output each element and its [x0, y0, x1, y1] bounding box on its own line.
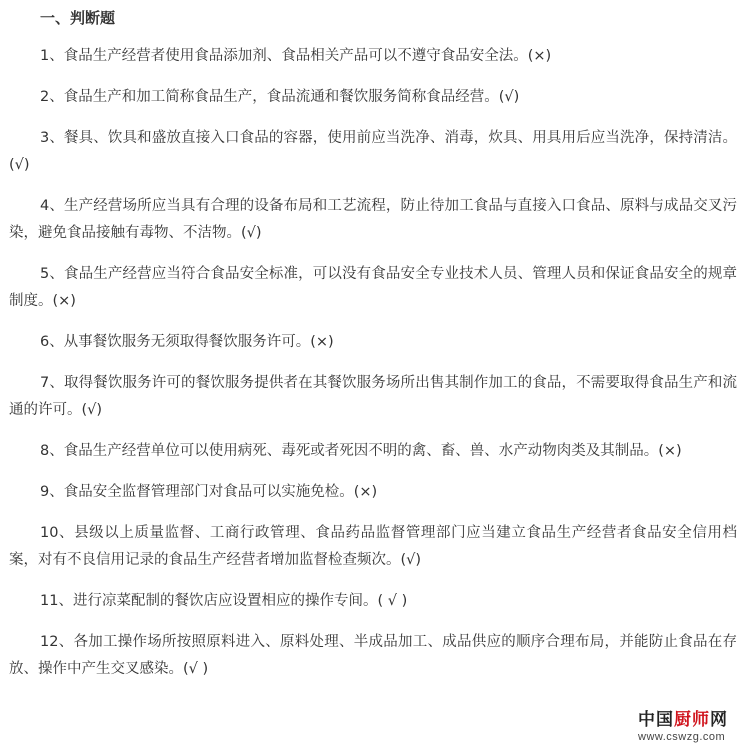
question-item-4: 4、生产经营场所应当具有合理的设备布局和工艺流程，防止待加工食品与直接入口食品、原料与成品交叉污染，避免食品接触有毒物、不洁物。(√) — [9, 198, 737, 241]
question-item-6: 6、从事餐饮服务无须取得餐饮服务许可。(×) — [40, 334, 334, 350]
question-item-12: 12、各加工操作场所按照原料进入、原料处理、半成品加工、成品供应的顺序合理布局，并能防止食品在存放、操作中产生交叉感染。(√ ) — [9, 634, 737, 677]
question-item-2: 2、食品生产和加工简称食品生产，食品流通和餐饮服务简称食品经营。(√) — [40, 89, 520, 105]
watermark-highlight: 厨师 — [674, 710, 710, 730]
question-item-9: 9、食品安全监督管理部门对食品可以实施免检。(×) — [40, 484, 378, 500]
watermark-url: www.cswzg.com — [638, 731, 726, 743]
question-item-1: 1、食品生产经营者使用食品添加剂、食品相关产品可以不遵守食品安全法。(×) — [40, 48, 552, 64]
watermark-logo-text: 中国厨师网 — [638, 710, 728, 730]
site-watermark — [638, 709, 734, 744]
question-item-11: 11、进行凉菜配制的餐饮店应设置相应的操作专间。( √ ) — [40, 593, 408, 609]
question-item-3: 3、餐具、饮具和盛放直接入口食品的容器，使用前应当洗净、消毒，炊具、用具用后应当洗净，保持清洁。(√) — [9, 130, 737, 173]
question-item-8: 8、食品生产经营单位可以使用病死、毒死或者死因不明的禽、畜、兽、水产动物肉类及其制品。(×) — [40, 443, 682, 459]
question-item-10: 10、县级以上质量监督、工商行政管理、食品药品监督管理部门应当建立食品生产经营者食品安全信用档案，对有不良信用记录的食品生产经营者增加监督检查频次。(√) — [9, 525, 737, 568]
section-title: 一、判断题 — [40, 9, 116, 27]
question-item-5: 5、食品生产经营应当符合食品安全标准，可以没有食品安全专业技术人员、管理人员和保证食品安全的规章制度。(×) — [9, 266, 737, 309]
article-body — [9, 6, 737, 697]
question-item-7: 7、取得餐饮服务许可的餐饮服务提供者在其餐饮服务场所出售其制作加工的食品，不需要取得食品生产和流通的许可。(√) — [9, 375, 737, 418]
